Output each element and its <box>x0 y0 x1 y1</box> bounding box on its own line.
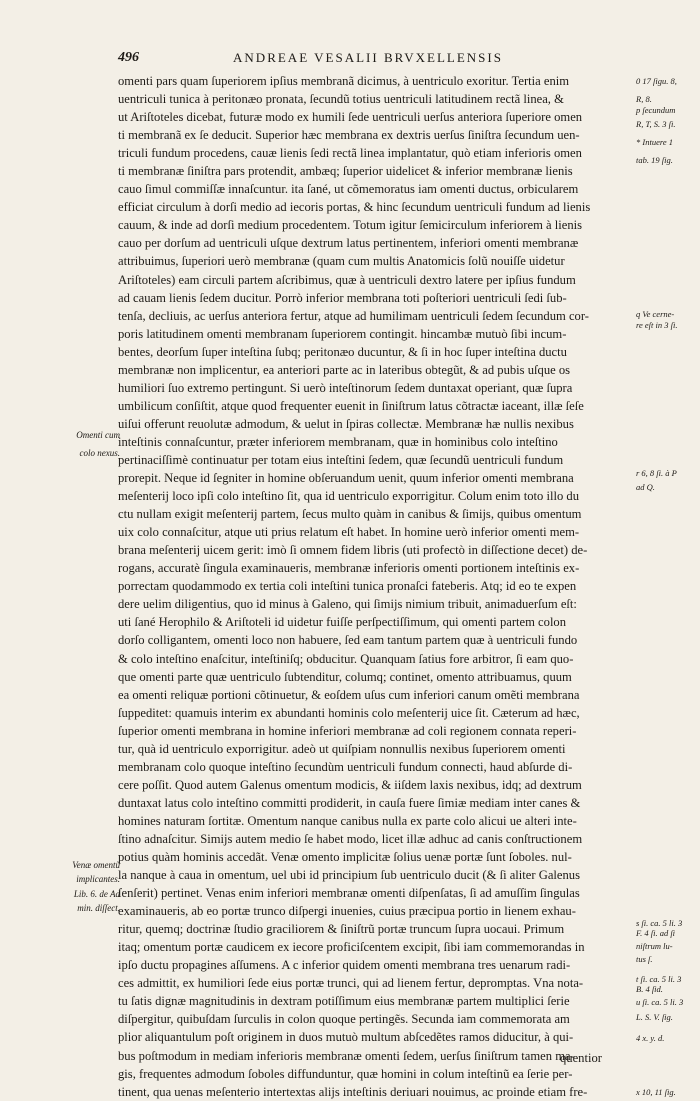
text-line: humiliori ſuo extremo pertingunt. Si uerò inteſtinorum ſedem duntaxat operiant, quæ ſupra <box>118 380 573 395</box>
text-line: uentriculi tunica à peritonæo pronata, ſecundũ totius uentriculi latitudinem rectã linea, & <box>118 92 564 107</box>
text-line: la nanque à caua in omentum, uel ubi id principium ſub uentriculo ducit (& ſi aliter Galenus <box>118 868 580 883</box>
margin-note: 0 17 ſigu. 8, <box>636 76 677 86</box>
text-line: rogans, accuratè ſingula examinaueris, membranæ inferioris omenti portionem inteſtinis ex- <box>118 561 580 576</box>
text-line: prorepit. Neque id ſegniter in homine obſeruandum uenit, quum inferior omenti membrana <box>118 471 574 486</box>
text-line: ad cauam lienis ſedem ducitur. Porrò inferior membrana toti poſteriori uentriculi ſedi ſub- <box>118 290 567 305</box>
margin-note: tab. 19 ſig. <box>636 155 673 166</box>
margin-note: Omenti cum <box>76 429 120 440</box>
text-line: cauo ſimul commiſſæ innaſcuntur. ita ſané, ut cõmemoratus iam omenti ductus, orbicularem <box>118 182 579 197</box>
text-line: plior aliquantulum poſt originem in duos mutuò multum abſcedẽtes ramos diducitur, à qui- <box>118 1030 574 1045</box>
text-line: que omenti parte quæ uentriculo ſubtenditur, columq; continet, omento attribuamus, quum <box>118 669 572 684</box>
text-line: umbilicum conſiſtit, atque quod frequenter euenit in ſiniſtrum latus cõtractæ iaceant, illæ ſeſe <box>118 398 584 413</box>
text-line: ti membranã ex ſe deducit. Superior hæc membrana ex dextris uerſus ſiniſtra ſecundum uen- <box>118 128 580 143</box>
text-line: ipſo ductu propagines aſſumens. A c inferior quidem omenti membrana tres uenarum radi- <box>118 958 571 973</box>
text-line: potius quàm hominis accedãt. Venæ omento implicitæ ſolius uenæ portæ ſunt ſoboles. nul- <box>118 850 572 865</box>
text-line: cere poſſit. Quod autem Galenus omentum modicis, & iiſdem laxis nexibus, idq; ad dextrum <box>118 777 582 792</box>
text-line: itaq; omentum portæ caudicem ex iecore proficiſcentem excipit, ſibi iam commemorandas in <box>118 940 585 955</box>
margin-note: B. 4 ſid. <box>636 984 663 995</box>
text-line: dere uelim diligentius, quo id minus à Galeno, qui ſimijs nimium tribuit, animaduerſum eſt: <box>118 597 577 612</box>
margin-note: Lib. 6. de Ad <box>73 888 120 899</box>
text-line: ſtino adnaſcitur. Simijs autem medio ſe habet modo, licet illæ adhuc ad canis conſtructionem <box>118 831 583 846</box>
text-line: gis, frequentes admodum ſoboles diffunduntur, quæ homini in colum inteſtinũ ea ſerie per- <box>118 1066 573 1081</box>
text-line: ut Ariſtoteles dicebat, futuræ modo ex humili ſede uentriculi uerſus anteriora ſuperiore omen <box>118 110 583 125</box>
text-line: tinent, qua uenas meſenterio intertextas alijs inteſtinis deriuari nouimus, ac proinde etiam fre- <box>118 1084 588 1099</box>
margin-note: F. 4 ſi. ad ſi <box>636 928 676 939</box>
text-line: uiſui offerunt reuolutæ admodum, & uelut in ſpiras collectæ. Membranæ hæ nullis nexibus <box>118 416 574 431</box>
text-line: ti membranæ ſiniſtra pars protendit, ambæq; ſuperior uidelicet & inferior membranæ lienis <box>118 164 573 179</box>
text-line: membranam colo quoque inteſtino ſecundùm uentriculi fundum connecti, haud abſurde di- <box>118 759 573 774</box>
text-line: cauum, & inde ad dorſi medium procedentem. Totum igitur ſemicirculum inferiorem à lienis <box>118 218 583 233</box>
text-line: ces admittit, ex humiliori ſede eius portæ trunci, qui ad lienem fertur, depromptas. Vna nota- <box>118 976 584 991</box>
margin-note: t ſi. ca. 5 li. 3 <box>636 973 682 984</box>
text-line: inteſtinis connaſcuntur, præter inferiorem membranam, quæ in hominibus colo inteſtino <box>118 434 558 449</box>
text-line: meſenterij loco ipſi colo inteſtino ſit, qua id uentriculo exporrigitur. Colum enim toto illo du <box>118 489 579 504</box>
catchword: quentior <box>560 1051 602 1065</box>
text-line: ſenſerit) pertinet. Venas enim inferiori membranæ omenti diſpenſatas, ſi ad amuſſim ſingulas <box>118 886 580 901</box>
margin-note: tus ſ. <box>636 953 653 964</box>
page-header <box>118 50 618 72</box>
body-text <box>118 72 630 1101</box>
margin-note: niſtrum lu- <box>636 941 673 952</box>
text-line: ſuppeditet: quamuis interim ex abundanti hominis colo meſenterij uice ſit. Cæterum ad hæc, <box>118 705 580 720</box>
margin-note: min. diſſect. <box>77 903 120 914</box>
text-line: uix colo connaſcitur, atque uti prius relatum eſt habet. In homine uerò inferior omenti mem- <box>118 525 580 540</box>
text-line: efficiat circulum à dorſi medio ad iecoris portas, & hinc ſecundum uentriculi fundum ad lienis <box>118 200 591 215</box>
text-line: diſpergitur, quibuſdam ſurculis in colon quoque pertingẽs. Secunda iam commemorata am <box>118 1012 570 1027</box>
margin-note: Venæ omentũ <box>72 859 120 870</box>
margin-note: L. S. V. ſig. <box>636 1011 673 1022</box>
margin-note: R, 8. <box>636 94 652 105</box>
text-line: ea omenti reliquæ portioni cõtinuetur, & eoſdem uſus cum inferiori canum omẽti membrana <box>118 687 580 702</box>
text-line: uti ſané Herophilo & Ariſtoteli id uidetur fuiſſe perſpectiſſimum, qui omenti partem colon <box>118 615 567 630</box>
running-head: ANDREAE VESALII BRVXELLENSIS <box>233 50 503 65</box>
text-line: triculi fundum procedens, cauæ lienis ſedi rectã linea implantatur, quò etiam inferioris omen <box>118 146 582 161</box>
text-line: duntaxat latus colo inteſtino committi prodiderit, in cauſa fuere ſimiæ mediam inter canes & <box>118 795 581 810</box>
margin-note: s ſi. ca. 5 li. 3 <box>636 917 683 928</box>
text-line: ſuperior omenti membrana in homine inferiori membranæ ad coli regionem connata reperi- <box>118 723 577 738</box>
text-line: tur, quà id uentriculo exporrigitur. adeò ut quiſpiam nonnullis nexibus ſuperiorem omenti <box>118 741 566 756</box>
margin-note: x 10, 11 ſig. <box>636 1087 676 1098</box>
text-line: & colo inteſtino enaſcitur, inteſtiniſq; obducitur. Quanquam ſatius fore arbitror, ſi eam quo- <box>118 651 574 666</box>
text-line: bentes, deorſum ſuper inteſtina ſubq; peritonæo ducuntur, & ſi in hoc ſuper inteſtina ductu <box>118 344 567 359</box>
text-line: dorſo colligantem, omenti loco non habuere, ſed eam tantum partem quæ à uentriculi fundo <box>118 633 578 648</box>
text-line: tu ſatis dignæ magnitudinis in dextram potiſſimum eius membranæ partem multiplici ſerie <box>118 994 570 1009</box>
text-line: tenſa, decliuis, ac uerſus anteriora fertur, atque ad humilimam uentriculi ſedem ſecundum cor- <box>118 308 589 323</box>
text-line: omenti pars quam ſuperiorem ipſius membranã dicimus, à uentriculo exoritur. Tertia enim <box>118 74 570 88</box>
text-line: brana meſenterij uicem gerit: imò ſi omnem fidem libris (uti profectò in diſſectione decet) de- <box>118 543 588 558</box>
text-line: examinaueris, ab eo portæ trunco diſpergi inuenies, cuius præcipua portio in lienem exhau- <box>118 904 576 919</box>
text-line: membranæ non implicentur, ea anteriori parte ac in lateribus obtegũt, & ad pubis uſque os <box>118 362 571 377</box>
text-line: cauo per dorſum ad uentriculi uſque dextrum latus pertinentem, inferiori omenti membranæ <box>118 236 579 251</box>
margin-note: implicantes. <box>76 874 120 885</box>
margin-note: p ſecundum <box>636 104 676 115</box>
margin-note: r 6, 8 ſi. à P <box>636 467 677 478</box>
text-line: homines naturam ſortitæ. Omentum nanque canibus nulla ex parte colo alicui ue alteri inte- <box>118 813 577 828</box>
margin-note: * Intuere 1 <box>636 137 673 148</box>
text-line: ritur, quemq; doctrinæ ſtudio graciliorem & ſiniſtrũ portæ truncum ſupra uocaui. Primum <box>118 922 565 937</box>
margin-note: u ſi. ca. 5 li. 3 <box>636 997 684 1008</box>
margin-note: 4 x. y. d. <box>636 1033 665 1044</box>
margin-note: colo nexus. <box>79 448 120 459</box>
text-line: pertinaciſſimè continuatur per totam eius inteſtini ſedem, quæ ſecundũ uentriculi fundum <box>118 452 564 467</box>
text-line: poris latitudinem omenti membranam ſuperiorem contingit. hincambæ mutuò ſibi incum- <box>118 326 567 341</box>
margin-note: q Ve cerne- <box>636 308 675 319</box>
page-number: 496 <box>118 50 139 65</box>
text-line: ctu nullam exigit meſenterij partem, ſecus multo quàm in canibus & ſimijs, quibus omentum <box>118 507 582 522</box>
text-line: Ariſtoteles) eam circuli partem aſcribimus, quæ à uentriculi dextro latere per ipſius fundum <box>118 272 576 287</box>
text-line: attribuimus, ſuperiori uerò membranæ (quam cum multis Anatomicis ſolũ nouiſſe uidetur <box>118 254 565 269</box>
margin-note: R, T, S. 3 ſi. <box>636 119 676 130</box>
margin-note: ad Q. <box>636 482 655 493</box>
text-line: porrectam quodammodo ex tertia coli inteſtini tunica pronaſci fateberis. Atq; id eo te expen <box>118 579 577 594</box>
margin-note: re eſt in 3 ſi. <box>636 319 678 330</box>
text-line: bus poſtmodum in mediam inferioris membranæ omenti ſedem, uerſus ſiniſtrum tamen ma- <box>118 1048 575 1063</box>
